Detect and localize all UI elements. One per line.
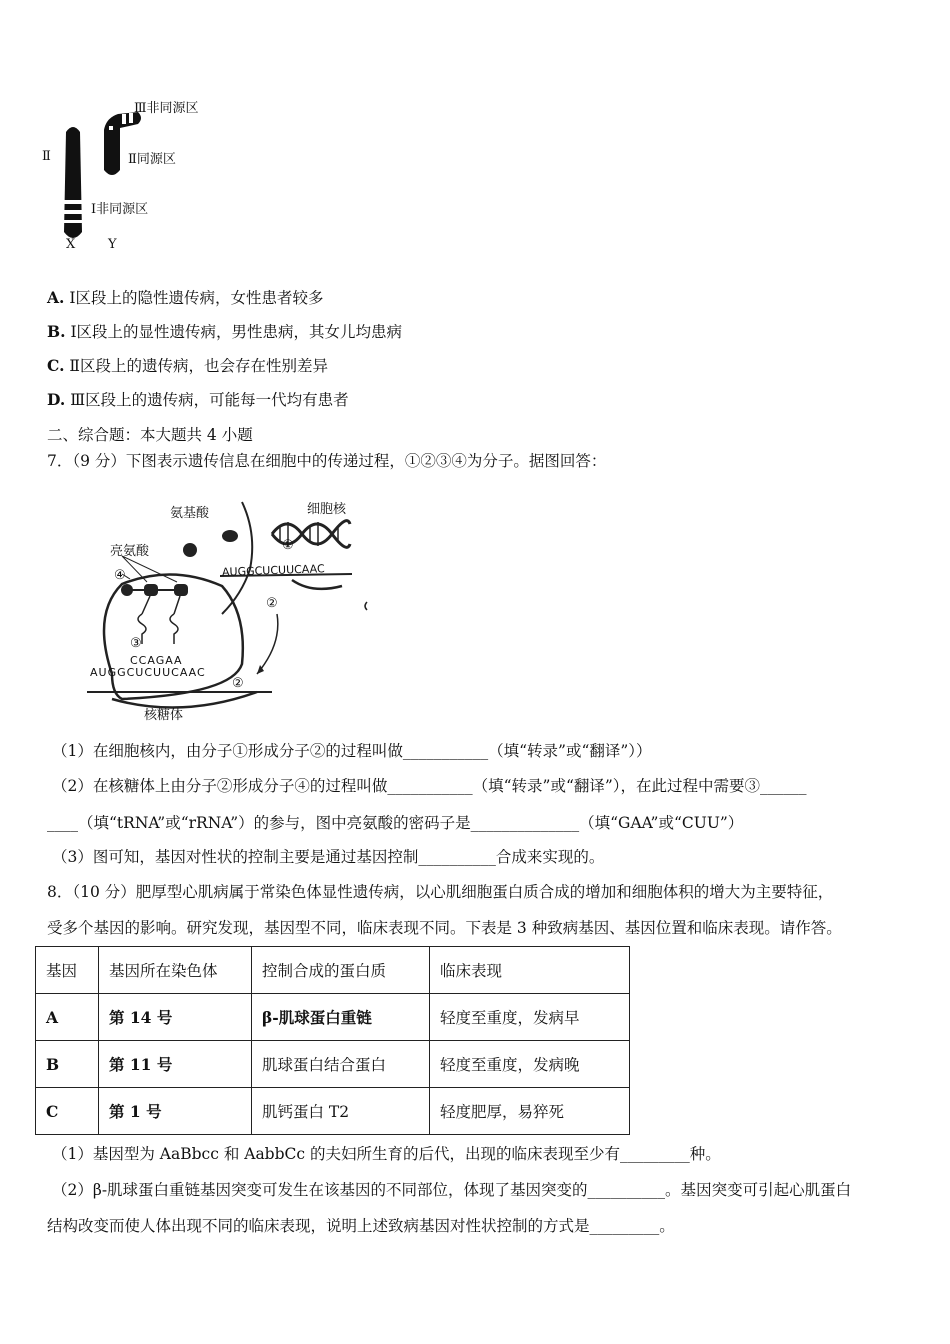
header-clinical: 临床表现 xyxy=(430,947,630,994)
q7-sub2-part1: （2）在核糖体上由分子②形成分子④的过程叫做___________（填“转录”或“翻译”），在此过程中需要③______ xyxy=(52,777,807,795)
mrna-sequence-top: AUGGCUCUUCAAC xyxy=(221,562,325,579)
label-amino-acid: 氨基酸 xyxy=(170,506,210,521)
cell-gene: B xyxy=(36,1041,99,1088)
cell-chromosome: 第 14 号 xyxy=(99,994,252,1041)
q7-stem: 7．（9 分）下图表示遗传信息在细胞中的传递过程，①②③④为分子。据图回答： xyxy=(47,452,607,470)
q8-sub2-part2: 结构改变而使人体出现不同的临床表现，说明上述致病基因对性状控制的方式是_________。 xyxy=(47,1217,675,1235)
section-heading: 二、综合题：本大题共 4 小题 xyxy=(47,426,253,444)
q8-stem-line2: 受多个基因的影响。研究发现，基因型不同，临床表现不同。下表是 3 种致病基因、基因位置和临床表现。请作答。 xyxy=(47,919,842,937)
marker-1: ① xyxy=(282,538,294,553)
xy-chromosome-drawing xyxy=(36,92,236,257)
option-d-key: D. xyxy=(47,390,66,409)
header-gene: 基因 xyxy=(36,947,99,994)
q7-sub3: （3）图可知，基因对性状的控制主要是通过基因控制__________合成来实现的。 xyxy=(52,848,605,866)
label-ii-homologous: Ⅱ同源区 xyxy=(128,152,176,167)
label-y: Y xyxy=(108,237,117,252)
table-row xyxy=(36,1041,630,1088)
table-row xyxy=(36,1088,630,1135)
mrna-sequence-bottom: AUGGCUCUUCAAC xyxy=(90,666,206,679)
option-b-text: Ⅰ区段上的显性遗传病，男性患病，其女儿均患病 xyxy=(70,323,403,341)
label-i-non-homologous: Ⅰ非同源区 xyxy=(91,202,149,217)
option-c-text: Ⅱ区段上的遗传病，也会存在性别差异 xyxy=(69,357,328,375)
cell-protein: 肌钙蛋白 T2 xyxy=(252,1088,430,1135)
cell-protein: 肌球蛋白结合蛋白 xyxy=(252,1041,430,1088)
cell-clinical: 轻度至重度，发病早 xyxy=(430,994,630,1041)
label-nucleus: 细胞核 xyxy=(307,502,347,517)
q8-sub2-part1: （2）β-肌球蛋白重链基因突变可发生在该基因的不同部位，体现了基因突变的__________。基因突变可引起心肌蛋白 xyxy=(52,1181,852,1199)
table-header-row xyxy=(36,947,630,994)
cell-gene: A xyxy=(36,994,99,1041)
cell-gene: C xyxy=(36,1088,99,1135)
option-a xyxy=(47,286,324,308)
table-row xyxy=(36,994,630,1041)
q7-sub2-part2: ____（填“tRNA”或“rRNA”）的参与，图中亮氨酸的密码子是______________（填“GAA”或“CUU”） xyxy=(47,814,744,832)
option-a-text: Ⅰ区段上的隐性遗传病，女性患者较多 xyxy=(69,289,324,307)
label-leucine: 亮氨酸 xyxy=(110,544,150,559)
cell-protein: β-肌球蛋白重链 xyxy=(252,994,430,1041)
anticodon-sequence: CCAGAA xyxy=(130,654,183,667)
q8-sub1: （1）基因型为 AaBbcc 和 AabbCc 的夫妇所生育的后代，出现的临床表现至少有_________种。 xyxy=(52,1145,721,1163)
label-ribosome: 核糖体 xyxy=(144,708,184,723)
q8-stem-line1: 8．（10 分）肥厚型心肌病属于常染色体显性遗传病，以心肌细胞蛋白质合成的增加和细胞体积的增大为主要特征， xyxy=(47,883,834,901)
marker-2-top: ② xyxy=(266,596,278,611)
option-b-key: B. xyxy=(47,322,66,341)
option-d-text: Ⅲ区段上的遗传病，可能每一代均有患者 xyxy=(70,391,349,409)
option-d xyxy=(47,388,349,410)
option-c-key: C. xyxy=(47,356,65,375)
label-x: X xyxy=(66,237,76,252)
gene-table xyxy=(35,946,630,1135)
cell-chromosome: 第 1 号 xyxy=(99,1088,252,1135)
label-iii-non-homologous: Ⅲ非同源区 xyxy=(134,101,199,116)
cell-chromosome: 第 11 号 xyxy=(99,1041,252,1088)
marker-3: ③ xyxy=(130,636,142,651)
chromosome-figure xyxy=(36,92,236,257)
option-c xyxy=(47,354,328,376)
gene-expression-drawing xyxy=(82,494,382,726)
marker-2-bottom: ② xyxy=(232,676,244,691)
cell-clinical: 轻度至重度，发病晚 xyxy=(430,1041,630,1088)
header-chromosome: 基因所在染色体 xyxy=(99,947,252,994)
cell-clinical: 轻度肥厚，易猝死 xyxy=(430,1088,630,1135)
option-a-key: A. xyxy=(47,288,65,307)
label-ii-left: Ⅱ xyxy=(42,149,51,164)
gene-expression-figure xyxy=(82,494,382,726)
marker-4: ④ xyxy=(114,568,126,583)
header-protein: 控制合成的蛋白质 xyxy=(252,947,430,994)
option-b xyxy=(47,320,402,342)
q7-sub1: （1）在细胞核内，由分子①形成分子②的过程叫做___________（填“转录”或“翻译”）） xyxy=(52,742,652,760)
